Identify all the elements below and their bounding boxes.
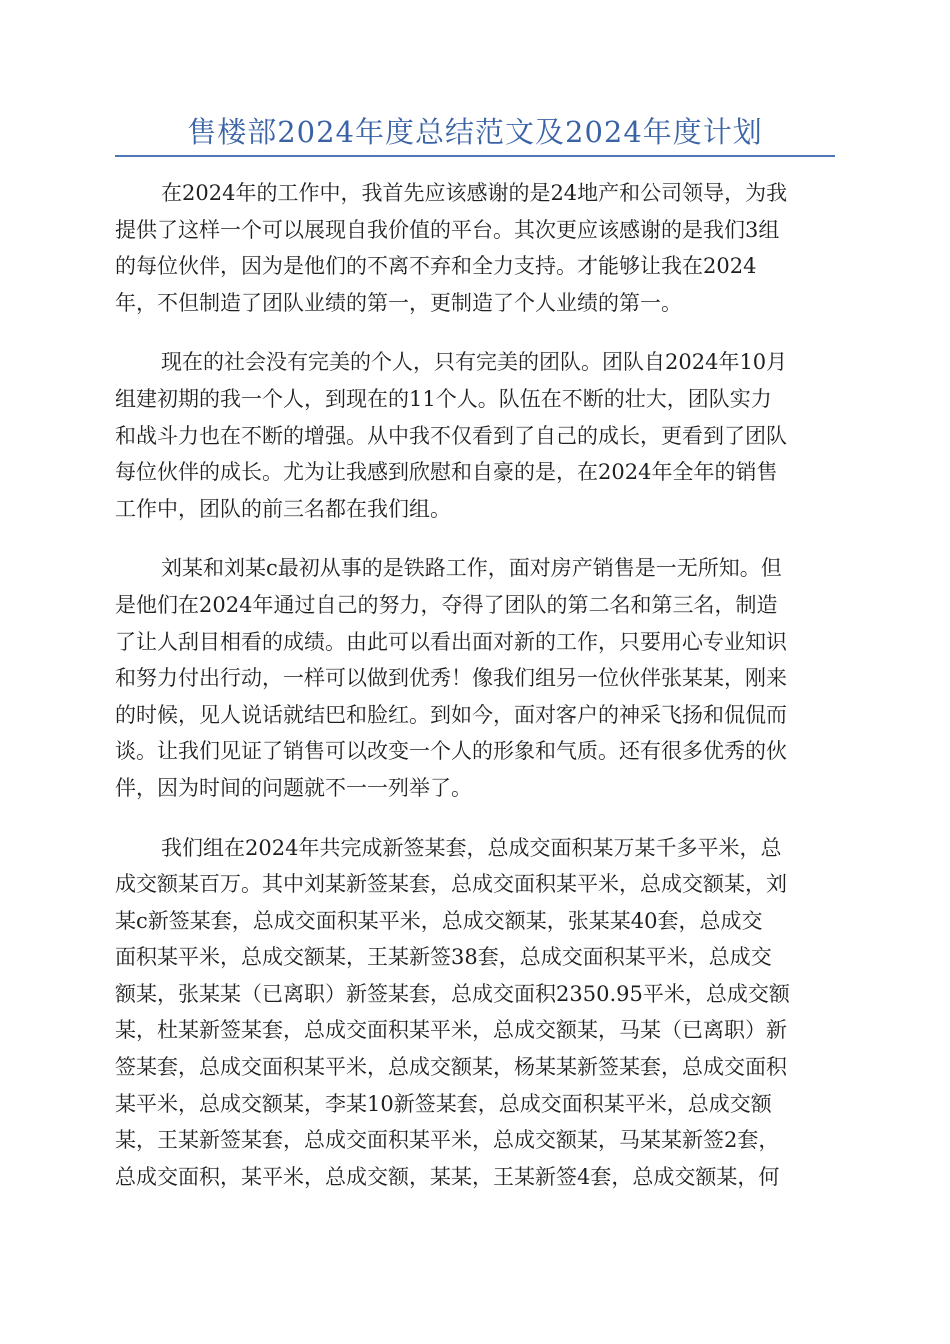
text-line: 了让人刮目相看的成绩。由此可以看出面对新的工作，只要用心专业知识 — [115, 629, 787, 654]
text-line: 某，王某新签某套，总成交面积某平米，总成交额某，马某某新签2套， — [115, 1128, 780, 1153]
text-line: 是他们在2024年通过自己的努力，夺得了团队的第二名和第三名，制造 — [115, 592, 778, 617]
text-line: 某，杜某新签某套，总成交面积某平米，总成交额某，马某（已离职）新 — [115, 1018, 787, 1043]
text-line: 总成交面积，某平米，总成交额，某某，王某新签4套，总成交额某，何 — [115, 1164, 780, 1189]
document-body — [115, 175, 835, 1218]
text-line: 现在的社会没有完美的个人，只有完美的团队。团队自2024年10月 — [161, 350, 788, 375]
text-line: 伴，因为时间的问题就不一一列举了。 — [115, 775, 472, 800]
text-line: 和努力付出行动，一样可以做到优秀！像我们组另一位伙伴张某某，刚来 — [115, 666, 787, 691]
paragraph-1 — [115, 175, 835, 321]
text-line: 的每位伙伴，因为是他们的不离不弃和全力支持。才能够让我在2024 — [115, 254, 757, 279]
text-line: 年，不但制造了团队业绩的第一，更制造了个人业绩的第一。 — [115, 290, 682, 315]
text-line: 某c新签某套，总成交面积某平米，总成交额某，张某某40套，总成交 — [115, 908, 763, 933]
paragraph-4 — [115, 830, 835, 1196]
document-title: 售楼部2024年度总结范文及2024年度计划 — [187, 115, 763, 149]
text-line: 某平米，总成交额某，李某10新签某套，总成交面积某平米，总成交额 — [115, 1091, 772, 1116]
text-line: 签某套，总成交面积某平米，总成交额某，杨某某新签某套，总成交面积 — [115, 1055, 787, 1080]
paragraph-3 — [115, 550, 835, 806]
text-line: 每位伙伴的成长。尤为让我感到欣慰和自豪的是，在2024年全年的销售 — [115, 460, 778, 485]
text-line: 我们组在2024年共完成新签某套，总成交面积某万某千多平米，总 — [161, 835, 782, 860]
text-line: 提供了这样一个可以展现自我价值的平台。其次更应该感谢的是我们3组 — [115, 217, 780, 242]
title-underline — [115, 155, 835, 157]
text-line: 组建初期的我一个人，到现在的11个人。队伍在不断的壮大，团队实力 — [115, 386, 772, 411]
paragraph-2 — [115, 344, 835, 527]
text-line: 和战斗力也在不断的增强。从中我不仅看到了自己的成长，更看到了团队 — [115, 423, 787, 448]
text-line: 工作中，团队的前三名都在我们组。 — [115, 496, 451, 521]
text-line: 的时候，见人说话就结巴和脸红。到如今，面对客户的神采飞扬和侃侃而 — [115, 702, 787, 727]
text-line: 刘某和刘某c最初从事的是铁路工作，面对房产销售是一无所知。但 — [161, 556, 782, 581]
text-line: 谈。让我们见证了销售可以改变一个人的形象和气质。还有很多优秀的伙 — [115, 739, 787, 764]
text-line: 在2024年的工作中，我首先应该感谢的是24地产和公司领导，为我 — [161, 181, 788, 205]
text-line: 额某，张某某（已离职）新签某套，总成交面积2350.95平米，总成交额 — [115, 981, 790, 1006]
text-line: 面积某平米，总成交额某，王某新签38套，总成交面积某平米，总成交 — [115, 945, 772, 970]
text-line: 成交额某百万。其中刘某新签某套，总成交面积某平米，总成交额某，刘 — [115, 872, 787, 897]
